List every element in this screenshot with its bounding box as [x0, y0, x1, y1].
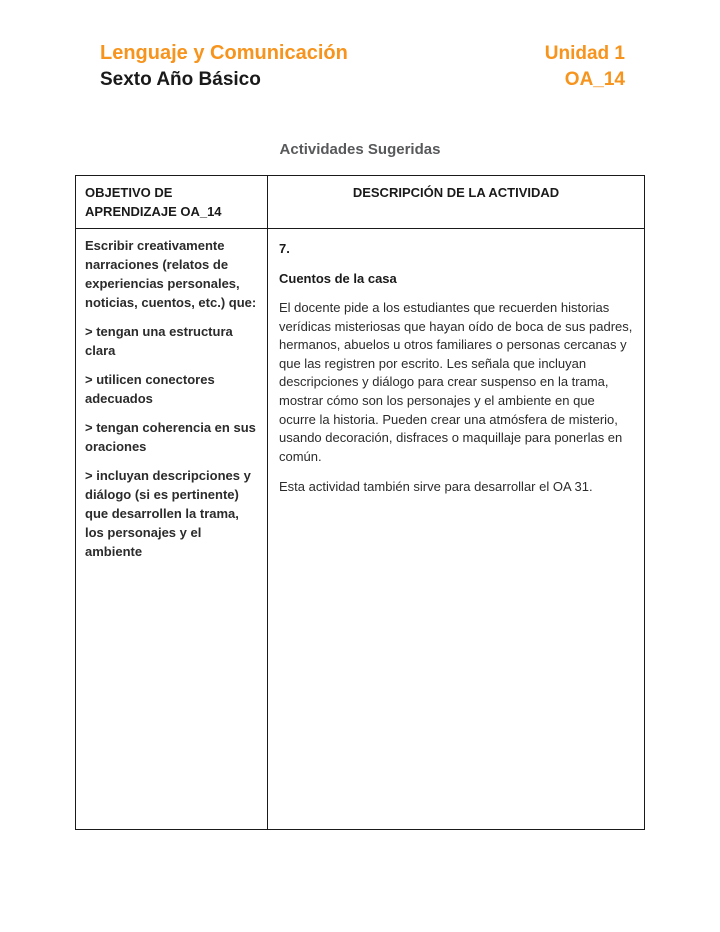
objective-bullet-1: > tengan una estructura clara: [85, 324, 233, 358]
activity-description: El docente pide a los estudiantes que recuerden historias verídicas misteriosas que hayan oído de boca de sus padres, hermanos, abuelos u otros familiares o personas cercanas y que las registren por escrito. Les señala que incluyan descripciones y diálogo para crear suspenso en la trama, mostrar cómo son los personajes y el ambiente en que ocurre la historia. Pueden crear una atmósfera de misterio, usando decoración, disfraces o maquillaje para ponerlas en común.: [279, 300, 633, 464]
objective-bullet-4: > incluyan descripciones y diálogo (si es pertinente) que desarrollen la trama, los personajes y el ambiente: [85, 468, 251, 559]
unit-label: Unidad 1: [544, 43, 625, 64]
objective-header-text: OBJETIVO DE APRENDIZAJE OA_14: [85, 185, 222, 219]
table-header-row: [76, 176, 644, 229]
grade-title: Sexto Año Básico: [100, 69, 261, 90]
subject-title: Lenguaje y Comunicación: [100, 42, 348, 64]
objective-bullet-3: > tengan coherencia en sus oraciones: [85, 420, 256, 454]
activity-title: Cuentos de la casa: [279, 271, 397, 286]
document-header: [100, 40, 625, 92]
description-header-cell: [268, 176, 644, 228]
oa-label: OA_14: [564, 69, 625, 90]
header-row-1: [100, 40, 625, 67]
activity-cell: [268, 229, 644, 829]
page-title: Actividades Sugeridas: [279, 141, 441, 158]
description-header-text: DESCRIPCIÓN DE LA ACTIVIDAD: [352, 185, 560, 200]
objective-header-cell: [76, 176, 268, 228]
activity-note: Esta actividad también sirve para desarrollar el OA 31.: [279, 479, 593, 495]
objective-intro: Escribir creativamente narraciones (relatos de experiencias personales, noticias, cuentos, etc.) que:: [85, 238, 257, 310]
table-body-row: [76, 229, 644, 829]
header-row-2: [100, 67, 625, 92]
objective-cell: [76, 229, 268, 829]
objective-bullet-2: > utilicen conectores adecuados: [85, 372, 215, 406]
activity-number: 7.: [279, 241, 290, 256]
activities-table: [75, 175, 645, 830]
